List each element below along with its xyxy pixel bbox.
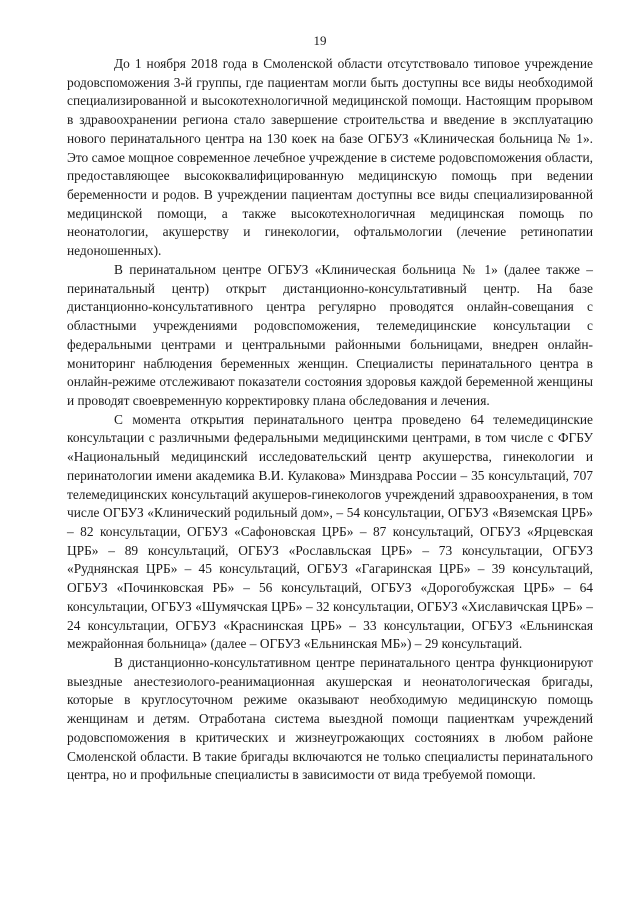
paragraph-telemedicine-consultations: С момента открытия перинатального центра проведено 64 телемедицинские консультации с различными федеральными медицинскими центрами, в том числе с ФГБУ «Национальный медицинский исследовательский центр акушерства, гинекологии и перинатологии имени академика В.И. Кулакова» Минздрава России – 35 консультаций, 707 телемедицинских консультаций акушеров-гинекологов учреждений здравоохранения, в том числе ОГБУЗ «Клинический родильный дом», – 54 консультации, ОГБУЗ «Вяземская ЦРБ» – 82 консультации, ОГБУЗ «Сафоновская ЦРБ» – 87 консультаций, ОГБУЗ «Ярцевская ЦРБ» – 89 консультаций, ОГБУЗ «Рославльская ЦРБ» – 73 консультации, ОГБУЗ «Руднянская ЦРБ» – 45 консультаций, ОГБУЗ «Гагаринская ЦРБ» – 39 консультаций, ОГБУЗ «Починковская РБ» – 56 консультаций, ОГБУЗ «Дорогобужская ЦРБ» – 64 консультации, ОГБУЗ «Шумячская ЦРБ» – 32 консультации, ОГБУЗ «Хиславичская ЦРБ» – 24 консультации, ОГБУЗ «Краснинская ЦРБ» – 33 консультации, ОГБУЗ «Ельнинская межрайонная больница» (далее – ОГБУЗ «Ельнинская МБ») – 29 консультаций. (67, 411, 593, 652)
body-text (67, 55, 593, 785)
paragraph-mobile-teams: В дистанционно-консультативном центре перинатального центра функционируют выездные анестезиолого-реанимационная акушерская и неонатологическая бригады, которые в круглосуточном режиме оказывают необходимую медицинскую помощь женщинам и детям. Отработана система выездной помощи пациенткам учреждений родовспоможения в критических и жизнеугрожающих состояниях в любом районе Смоленской области. В такие бригады включаются не только специалисты перинатального центра, но и профильные специалисты в зависимости от вида требуемой помощи. (67, 655, 593, 783)
paragraph-perinatal-center-opening: До 1 ноября 2018 года в Смоленской области отсутствовало типовое учреждение родовспоможения 3-й группы, где пациентам могли быть доступны все виды необходимой специализированной и высокотехнологичной медицинской помощи. Настоящим прорывом в здравоохранении региона стало завершение строительства и введение в эксплуатацию нового перинатального центра на 130 коек на базе ОГБУЗ «Клиническая больница № 1». Это самое мощное современное лечебное учреждение в системе родовспоможения области, предоставляющее высококвалифицированную медицинскую помощь при ведении беременности и родов. В учреждении пациентам доступны все виды специализированной медицинской помощи, а также высокотехнологичная медицинская помощь по неонатологии, акушерству и гинекологии, офтальмологии (лечение ретинопатии недоношенных). (67, 56, 593, 259)
paragraph-remote-consulting-center: В перинатальном центре ОГБУЗ «Клиническая больница № 1» (далее также – перинатальный центр) открыт дистанционно-консультативный центр. На базе дистанционно-консультативного центра регулярно проводятся онлайн-совещания с областными учреждениями родовспоможения, телемедицинские консультации с федеральными центрами и центральными районными больницами, внедрен онлайн-мониторинг наблюдения беременных женщин. Специалисты перинатального центра в онлайн-режиме отслеживают показатели состояния здоровья каждой беременной женщины и проводят своевременную корректировку плана обследования и лечения. (67, 261, 593, 408)
page-number: 19 (313, 33, 327, 48)
